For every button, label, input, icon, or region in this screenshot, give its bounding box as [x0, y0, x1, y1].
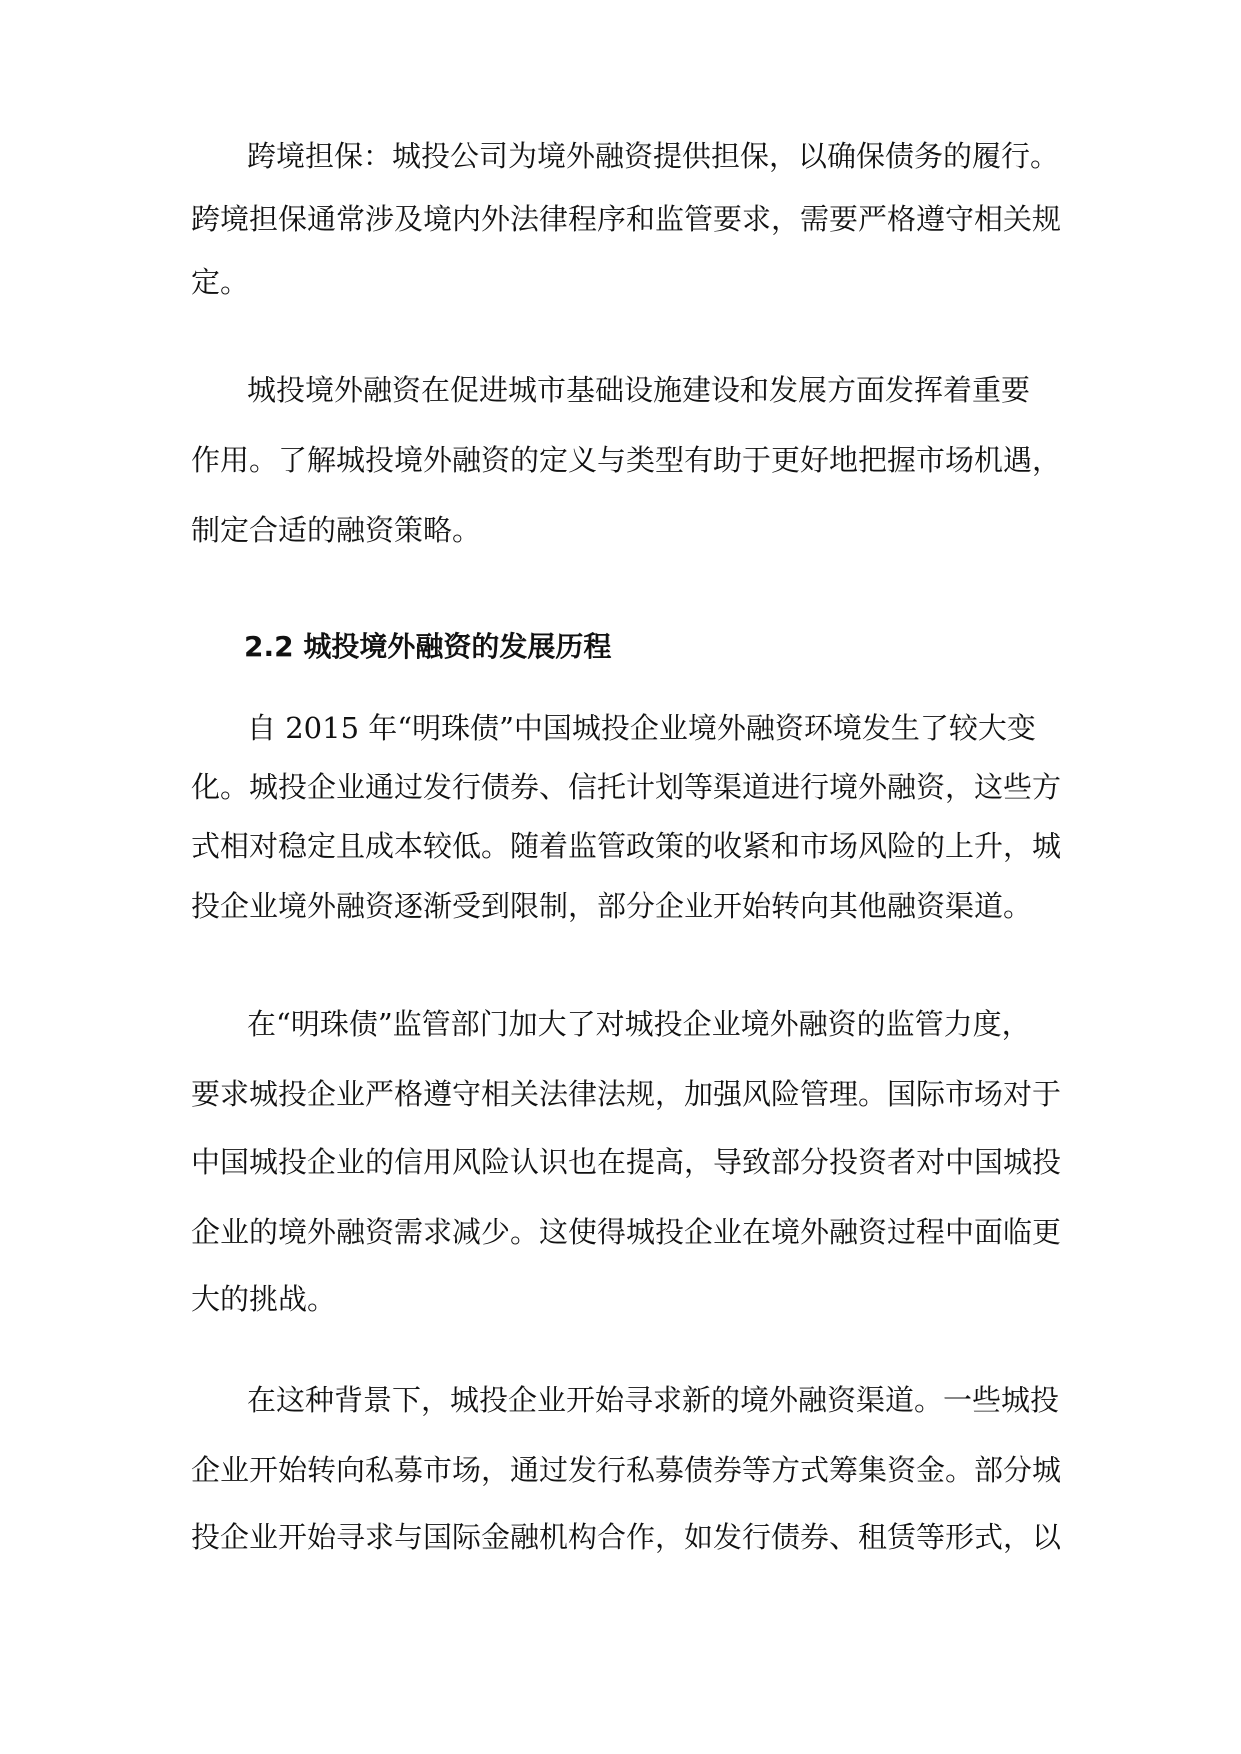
- paragraph-line: 跨境担保通常涉及境内外法律程序和监管要求，需要严格遵守相关规: [191, 202, 1062, 236]
- paragraph-line: 大的挑战。: [191, 1282, 337, 1316]
- paragraph-line: 式相对稳定且成本较低。随着监管政策的收紧和市场风险的上升，城: [191, 829, 1062, 863]
- paragraph-line: 投企业境外融资逐渐受到限制，部分企业开始转向其他融资渠道。: [191, 889, 1033, 923]
- paragraph-line: 城投境外融资在促进城市基础设施建设和发展方面发挥着重要: [247, 373, 1031, 407]
- paragraph-line: 定。: [191, 265, 250, 299]
- paragraph-line: 跨境担保：城投公司为境外融资提供担保，以确保债务的履行。: [247, 139, 1060, 173]
- paragraph-line: 作用。了解城投境外融资的定义与类型有助于更好地把握市场机遇，: [191, 443, 1062, 477]
- paragraph-line: 在这种背景下，城投企业开始寻求新的境外融资渠道。一些城投: [247, 1383, 1060, 1417]
- section-heading: 2.2 城投境外融资的发展历程: [244, 630, 612, 663]
- paragraph-line: 企业的境外融资需求减少。这使得城投企业在境外融资过程中面临更: [191, 1215, 1062, 1249]
- paragraph-line: 在“明珠债”监管部门加大了对城投企业境外融资的监管力度，: [247, 1007, 1031, 1041]
- paragraph-line: 要求城投企业严格遵守相关法律法规，加强风险管理。国际市场对于: [191, 1077, 1062, 1111]
- paragraph-line: 化。城投企业通过发行债券、信托计划等渠道进行境外融资，这些方: [191, 770, 1062, 804]
- paragraph-line: 投企业开始寻求与国际金融机构合作，如发行债券、租赁等形式，以: [191, 1520, 1062, 1554]
- paragraph-line: 制定合适的融资策略。: [191, 513, 482, 547]
- paragraph-line: 自 2015 年“明珠债”中国城投企业境外融资环境发生了较大变: [247, 711, 1036, 745]
- paragraph-line: 企业开始转向私募市场，通过发行私募债券等方式筹集资金。部分城: [191, 1453, 1062, 1487]
- paragraph-line: 中国城投企业的信用风险认识也在提高，导致部分投资者对中国城投: [191, 1145, 1062, 1179]
